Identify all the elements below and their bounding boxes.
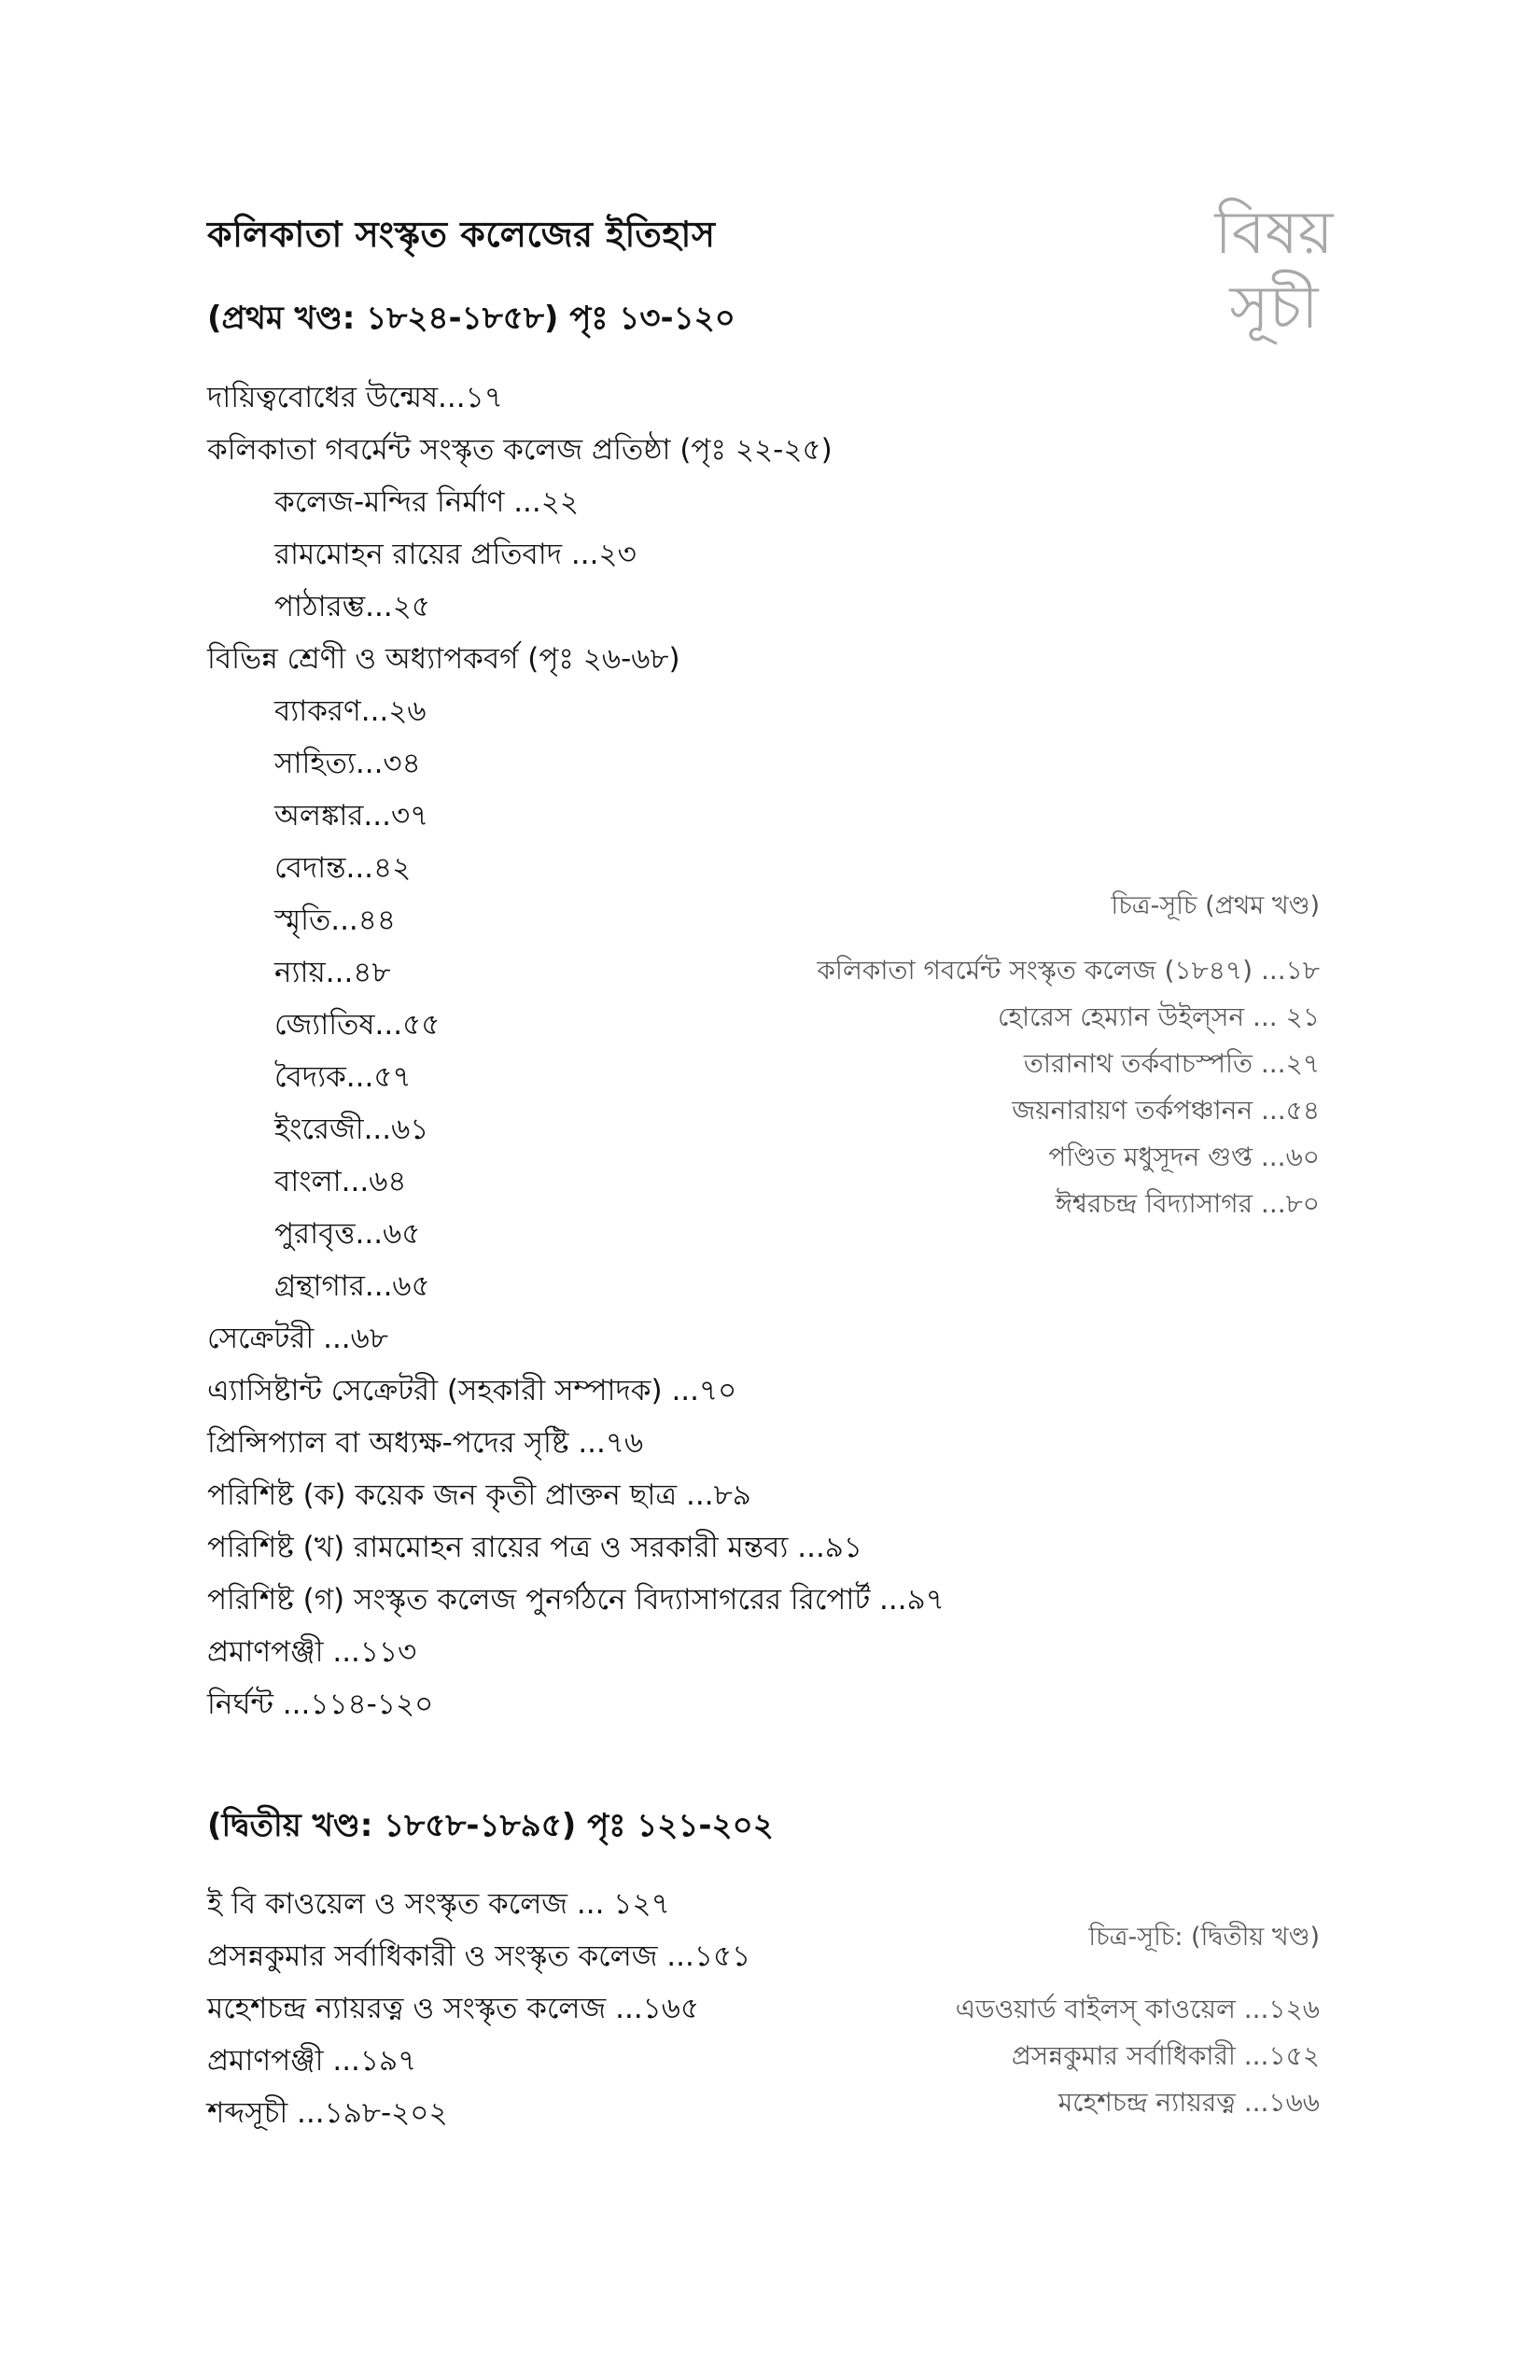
- volume-1-heading: (প্রথম খণ্ড: ১৮২৪-১৮৫৮) পৃঃ ১৩-১২০: [207, 300, 735, 337]
- volume-1-picture-list: [817, 947, 1320, 1227]
- toc-entry: দায়িত্ববোধের উন্মেষ...১৭: [207, 381, 503, 414]
- toc-entry: প্রসন্নকুমার সর্বাধিকারী ও সংস্কৃত কলেজ ...১৫১: [207, 1939, 751, 1973]
- picture-entry: ঈশ্বরচন্দ্র বিদ্যাসাগর ...৮০: [1055, 1188, 1320, 1219]
- toc-subentry: স্মৃতি...৪৪: [274, 903, 397, 937]
- volume-2-toc: [207, 1878, 750, 2139]
- volume-2-picture-list-heading: চিত্র-সূচি: (দ্বিতীয় খণ্ড): [1088, 1923, 1320, 1952]
- toc-subentry: ন্যায়...৪৮: [274, 956, 391, 989]
- picture-entry: পণ্ডিত মধুসূদন গুপ্ত ...৬০: [1048, 1141, 1320, 1172]
- toc-entry: মহেশচন্দ্র ন্যায়রত্ন ও সংস্কৃত কলেজ ...১৬৫: [207, 1992, 700, 2025]
- toc-entry: প্রমাণপঞ্জী ...১১৩: [207, 1635, 417, 1669]
- toc-subentry: ইংরেজী...৬১: [274, 1113, 429, 1146]
- toc-subentry: বৈদ্যক...৫৭: [274, 1060, 412, 1094]
- toc-subentry: কলেজ-মন্দির নির্মাণ ...২২: [274, 485, 580, 519]
- toc-entry: ই বি কাওয়েল ও সংস্কৃত কলেজ ... ১২৭: [207, 1887, 670, 1921]
- toc-subentry: অলঙ্কার...৩৭: [274, 799, 429, 833]
- toc-subentry: সাহিত্য...৩৪: [274, 747, 421, 780]
- volume-1-picture-list-heading: চিত্র-সূচি (প্রথম খণ্ড): [1111, 891, 1320, 920]
- toc-subentry: রামমোহন রায়ের প্রতিবাদ ...২৩: [274, 538, 637, 571]
- toc-entry: নির্ঘন্ট ...১১৪-১২০: [207, 1687, 434, 1721]
- picture-entry: জয়নারায়ণ তর্কপঞ্চানন ...৫৪: [1012, 1095, 1320, 1126]
- picture-entry: তারানাথ তর্কবাচস্পতি ...২৭: [1023, 1048, 1320, 1079]
- volume-2-heading: (দ্বিতীয় খণ্ড: ১৮৫৮-১৮৯৫) পৃঃ ১২১-২০২: [207, 1807, 774, 1844]
- toc-entry: কলিকাতা গবর্মেন্ট সংস্কৃত কলেজ প্রতিষ্ঠা (পৃঃ ২২-২৫): [207, 433, 833, 467]
- toc-entry: শব্দসূচী ...১৯৮-২০২: [207, 2096, 448, 2130]
- toc-subentry: গ্রন্থাগার...৬৫: [274, 1269, 430, 1303]
- contents-side-title: [1185, 196, 1363, 345]
- toc-subentry: ব্যাকরণ...২৬: [274, 694, 427, 728]
- book-title: কলিকাতা সংস্কৃত কলেজের ইতিহাস: [207, 214, 716, 255]
- toc-entry: বিভিন্ন শ্রেণী ও অধ্যাপকবর্গ (পৃঃ ২৬-৬৮): [207, 642, 680, 676]
- toc-entry: পরিশিষ্ট (ক) কয়েক জন কৃতী প্রাক্তন ছাত্র ...৮৯: [207, 1478, 751, 1512]
- toc-subentry: বেদান্ত...৪২: [274, 851, 412, 885]
- side-title-line-1: বিষয়: [1214, 199, 1334, 268]
- picture-entry: কলিকাতা গবর্মেন্ট সংস্কৃত কলেজ (১৮৪৭) ...১৮: [817, 955, 1320, 986]
- toc-subentry: জ্যোতিষ...৫৫: [274, 1008, 441, 1042]
- toc-subentry: পাঠারম্ভ...২৫: [274, 590, 430, 623]
- toc-subentry: বাংলা...৬৪: [274, 1165, 407, 1198]
- toc-entry: পরিশিষ্ট (খ) রামমোহন রায়ের পত্র ও সরকারী মন্তব্য ...৯১: [207, 1531, 863, 1564]
- picture-entry: মহেশচন্দ্র ন্যায়রত্ন ...১৬৬: [1057, 2087, 1320, 2118]
- volume-2-picture-list: [956, 1986, 1320, 2126]
- side-title-line-2: সূচী: [1229, 273, 1319, 343]
- toc-entry: পরিশিষ্ট (গ) সংস্কৃত কলেজ পুনর্গঠনে বিদ্যাসাগরের রিপোর্ট ...৯৭: [207, 1583, 945, 1617]
- toc-subentry: পুরাবৃত্ত...৬৫: [274, 1217, 421, 1251]
- picture-entry: প্রসন্নকুমার সর্বাধিকারী ...১৫২: [1011, 2040, 1320, 2071]
- toc-entry: এ্যাসিষ্টান্ট সেক্রেটরী (সহকারী সম্পাদক) ...৭০: [207, 1374, 737, 1407]
- toc-entry: প্রিন্সিপ্যাল বা অধ্যক্ষ-পদের সৃষ্টি ...৭৬: [207, 1426, 644, 1460]
- toc-entry: প্রমাণপঞ্জী ...১৯৭: [207, 2044, 417, 2078]
- picture-entry: এডওয়ার্ড বাইলস্ কাওয়েল ...১২৬: [955, 1994, 1320, 2024]
- toc-entry: সেক্রেটরী ...৬৮: [207, 1322, 388, 1355]
- picture-entry: হোরেস হেম্যান উইল্সন ... ২১: [997, 1001, 1320, 1032]
